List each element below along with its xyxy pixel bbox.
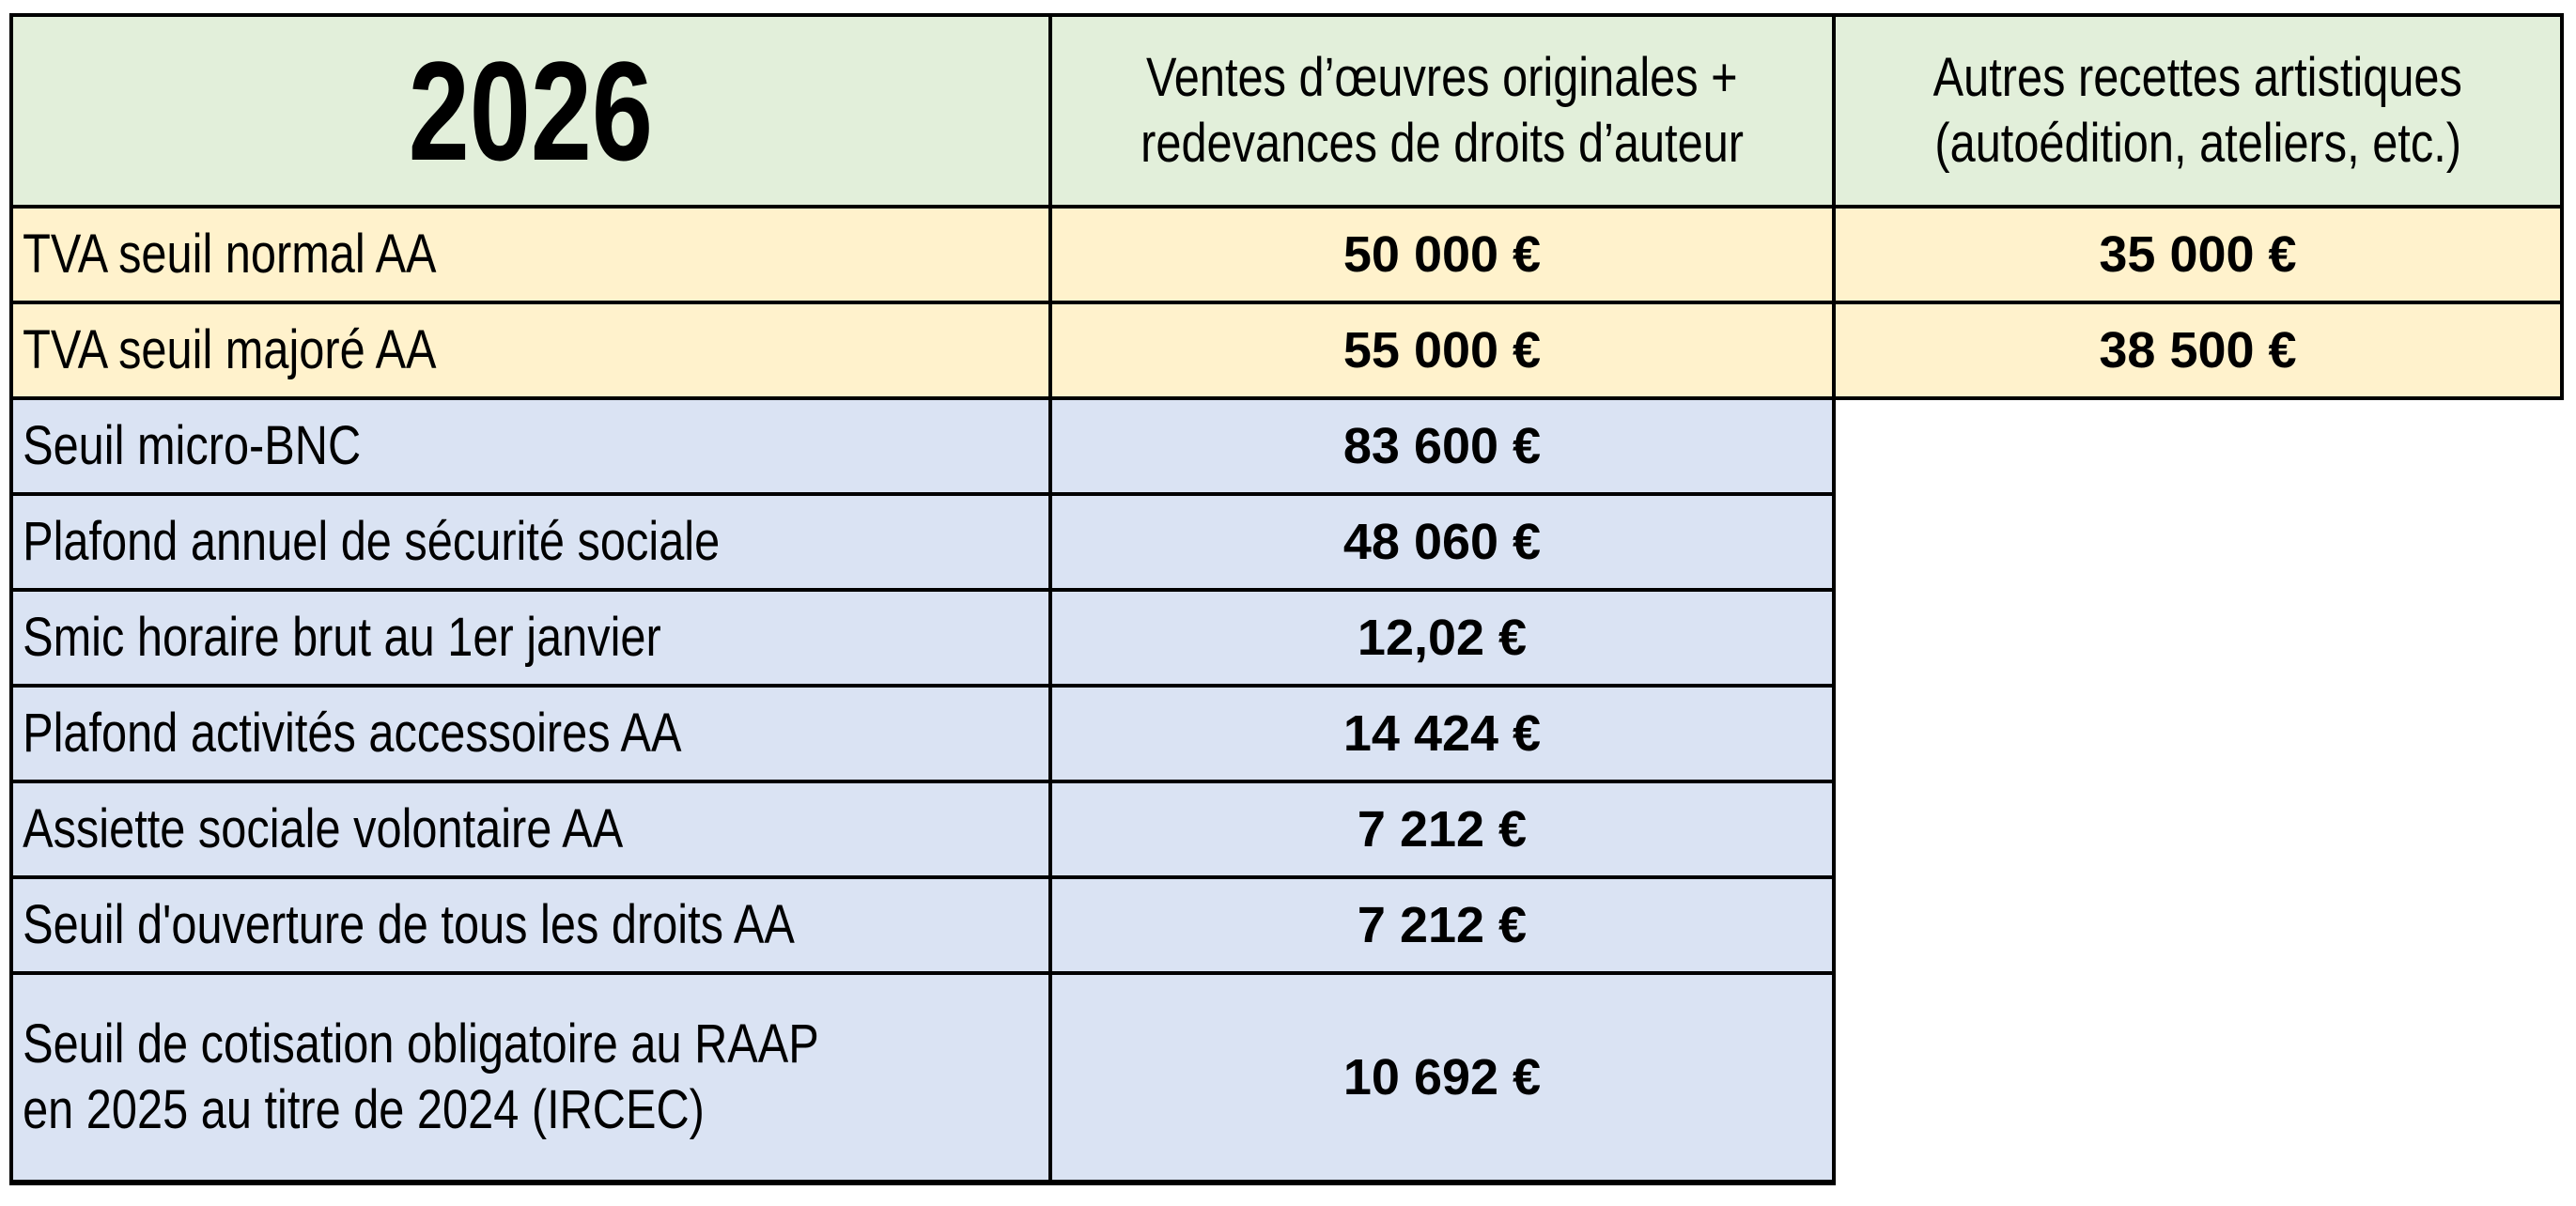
thresholds-table [9,13,2564,1185]
empty-cell [1834,877,2562,973]
row-value: 12,02 € [1050,590,1834,686]
header-line: (autoédition, ateliers, etc.) [1934,113,2461,174]
row-value: 55 000 € [1050,302,1834,398]
header-line: redevances de droits d’auteur [1141,113,1744,174]
table-row [11,207,2562,302]
row-value: 7 212 € [1050,877,1834,973]
table-row [11,590,2562,686]
row-value: 48 060 € [1050,494,1834,590]
label-text: TVA seuil normal AA [23,224,437,286]
table-row [11,877,2562,973]
label-text: Seuil de cotisation obligatoire au RAAP [23,1013,819,1075]
empty-cell [1834,398,2562,494]
label-text: Seuil micro-BNC [23,415,362,477]
row-label [11,398,1050,494]
row-label [11,877,1050,973]
row-value: 14 424 € [1050,686,1834,781]
header-line: Ventes d’œuvres originales + [1146,47,1738,109]
row-label [11,686,1050,781]
table-row [11,302,2562,398]
row-value: 7 212 € [1050,781,1834,877]
row-label [11,590,1050,686]
empty-cell [1834,781,2562,877]
row-label [11,207,1050,302]
empty-cell [1834,686,2562,781]
table-row [11,686,2562,781]
empty-cell [1834,590,2562,686]
empty-cell [1834,973,2562,1183]
label-text: Plafond annuel de sécurité sociale [23,511,721,573]
table-row [11,781,2562,877]
row-value: 50 000 € [1050,207,1834,302]
label-text: en 2025 au titre de 2024 (IRCEC) [23,1079,705,1140]
row-label [11,781,1050,877]
label-text: Plafond activités accessoires AA [23,703,682,765]
header-row [11,15,2562,207]
row-label [11,973,1050,1183]
row-value-other: 35 000 € [1834,207,2562,302]
label-text: TVA seuil majoré AA [23,319,437,381]
row-value: 10 692 € [1050,973,1834,1183]
table-row [11,494,2562,590]
row-label [11,302,1050,398]
column-header-other [1834,15,2562,207]
row-value: 83 600 € [1050,398,1834,494]
year-header [11,15,1050,207]
table-row [11,398,2562,494]
label-text: Seuil d'ouverture de tous les droits AA [23,894,795,956]
year-text: 2026 [408,31,654,190]
row-value-other: 38 500 € [1834,302,2562,398]
table-row [11,973,2562,1183]
header-line: Autres recettes artistiques [1932,47,2463,109]
label-text: Smic horaire brut au 1er janvier [23,607,661,669]
row-label [11,494,1050,590]
label-text: Assiette sociale volontaire AA [23,798,624,860]
column-header-sales [1050,15,1834,207]
empty-cell [1834,494,2562,590]
